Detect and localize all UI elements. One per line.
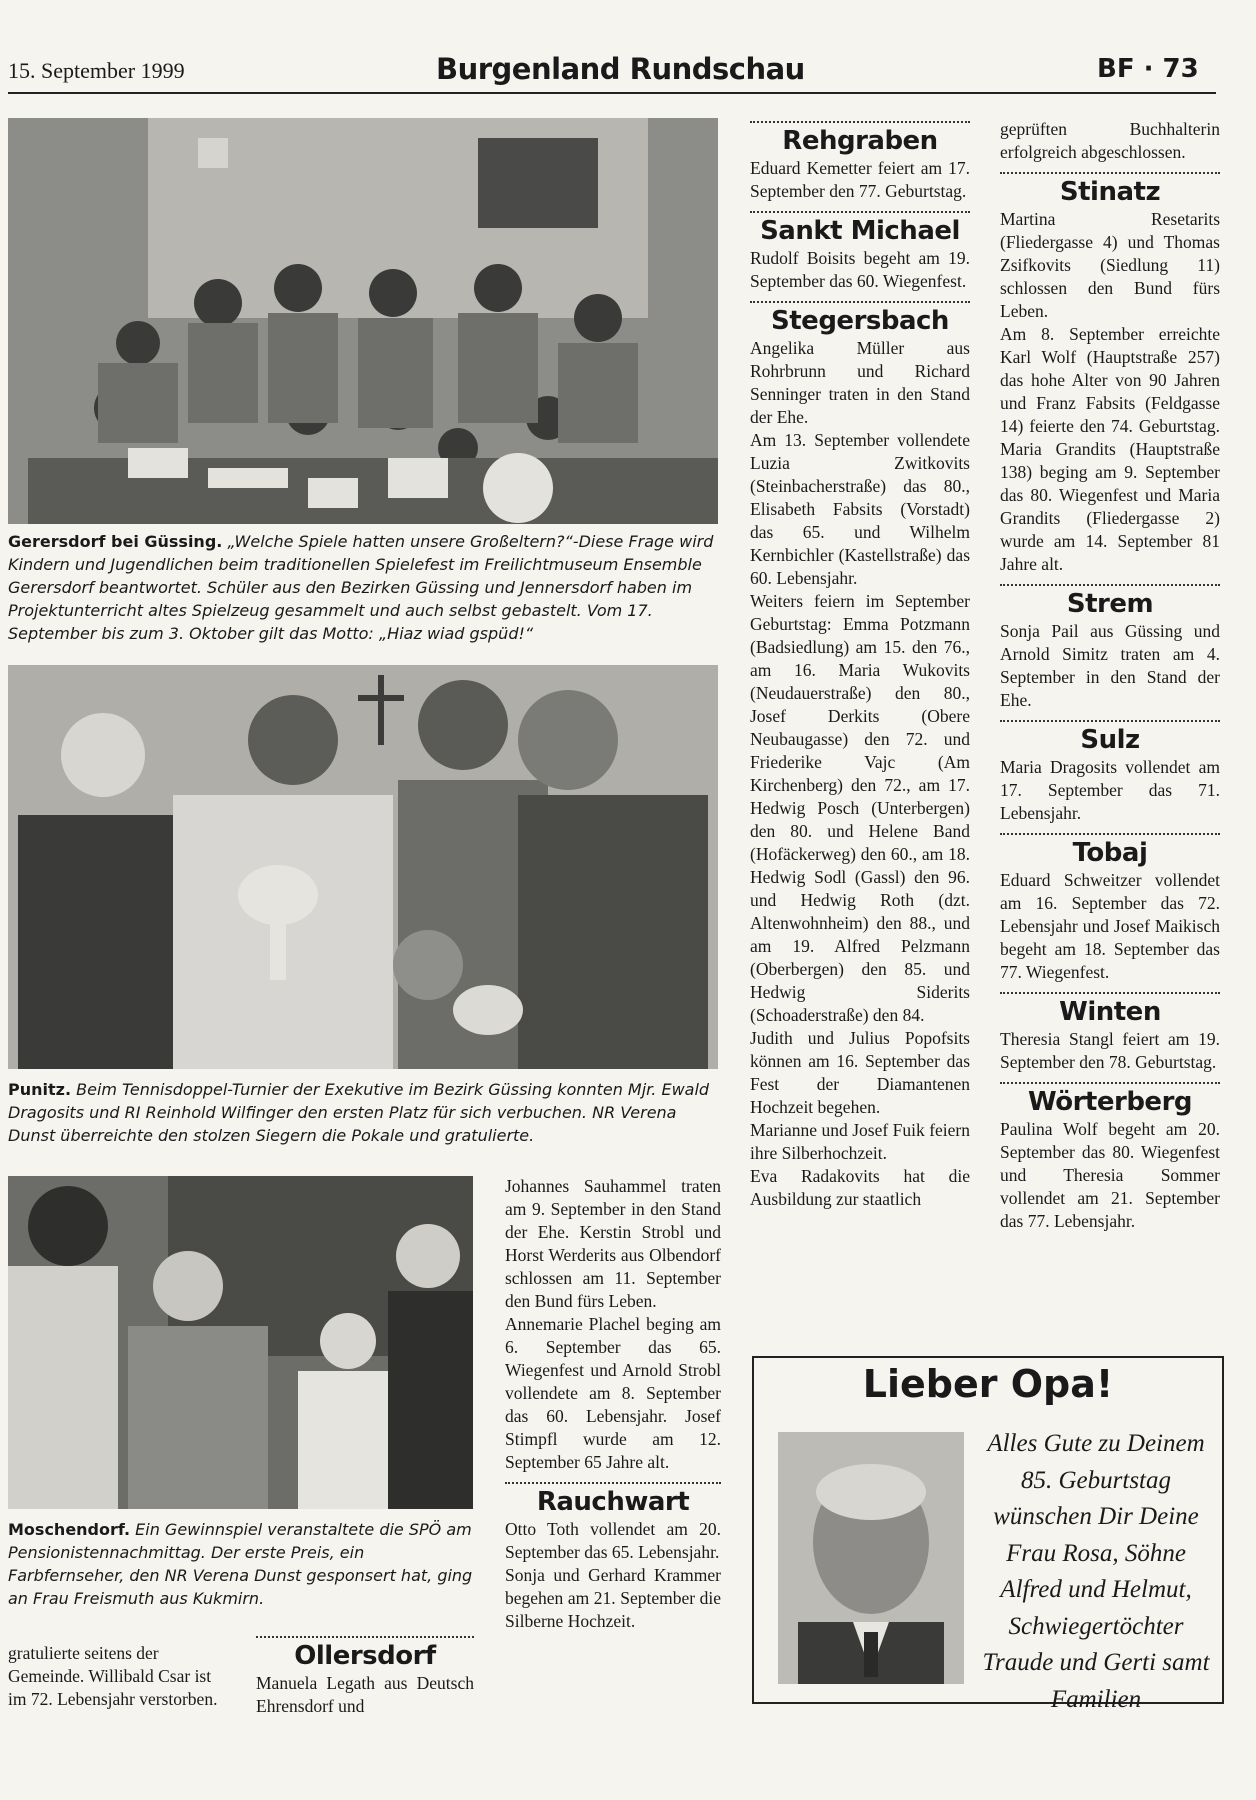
dotted-separator (750, 301, 970, 303)
dotted-separator (750, 121, 970, 123)
photo-children-toys (8, 118, 718, 524)
dotted-separator (1000, 992, 1220, 994)
paragraph: geprüften Buchhalterin erfolgreich abgeschlossen. (1000, 119, 1220, 162)
caption-punitz (8, 1078, 724, 1147)
section-ollersdorf (256, 1636, 474, 1718)
paragraph: Eduard Kemetter feiert am 17. September den 77. Geburtstag. (750, 158, 970, 201)
dotted-separator (505, 1482, 721, 1484)
paragraph: Manuela Legath aus Deutsch Ehrensdorf und (256, 1673, 474, 1716)
ad-message: Alles Gute zu Deinem 85. Geburtstag wünschen Dir Deine Frau Rosa, Söhne Alfred und Helmut, Schwiegertöchter Traude und Gerti samt Familien (982, 1430, 1210, 1713)
caption-place: Gerersdorf bei Güssing. (8, 532, 223, 551)
dotted-separator (1000, 833, 1220, 835)
paragraph: gratulierte seitens der Gemeinde. Willibald Csar ist im 72. Lebensjahr verstorben. (8, 1643, 218, 1709)
photo-tennis-trophy (8, 665, 718, 1069)
ad-title: Lieber Opa! (862, 1362, 1114, 1406)
caption-gerersdorf (8, 530, 724, 645)
heading-rauchwart: Rauchwart (536, 1487, 690, 1517)
heading-rehgraben: Rehgraben (782, 126, 938, 156)
caption-moschendorf (8, 1518, 478, 1610)
paragraph: Judith und Julius Popofsits können am 16. September das Fest der Diamantenen Hochzeit begehen. (750, 1028, 970, 1117)
heading-ollersdorf: Ollersdorf (294, 1641, 436, 1671)
paragraph: Sonja und Gerhard Krammer begehen am 21. September die Silberne Hochzeit. (505, 1565, 721, 1631)
paragraph: Eduard Schweitzer vollendet am 16. September das 72. Lebensjahr und Josef Maikisch begeht am 18. September das 77. Wiegenfest. (1000, 870, 1220, 982)
paragraph: Paulina Wolf begeht am 20. September das 80. Wiegenfest und Theresia Sommer vollendet am 21. September das 77. Lebensjahr. (1000, 1119, 1220, 1231)
dotted-separator (1000, 584, 1220, 586)
paragraph: Eva Radakovits hat die Ausbildung zur staatlich (750, 1166, 970, 1209)
issue-date: 15. September 1999 (8, 58, 185, 83)
greeting-ad (752, 1356, 1224, 1713)
paragraph: Theresia Stangl feiert am 19. September den 78. Geburtstag. (1000, 1029, 1220, 1072)
heading-woerterberg: Wörterberg (1028, 1087, 1192, 1117)
paragraph: Martina Resetarits (Fliedergasse 4) und Thomas Zsifkovits (Siedlung 11) schlossen den Bund fürs Leben. (1000, 209, 1220, 321)
column-three (750, 113, 970, 1211)
caption-place: Moschendorf. (8, 1520, 131, 1539)
paragraph: Sonja Pail aus Güssing und Arnold Simitz traten am 4. September in den Stand der Ehe. (1000, 621, 1220, 710)
caption-body: „Welche Spiele hatten unsere Großeltern?“-Diese Frage wird Kindern und Jugendlichen beim traditionellen Spielefest im Freilichtmuseum Ensemble Gerersdorf beantwortet. Schüler aus den Bezirken Güssing und Jennersdorf haben im Projektunterricht altes Spielzeug gesammelt und auch selbst gebastelt. Vom 17. September bis zum 3. Oktober gilt das Motto: „Hiaz wiad gspüd!“ (8, 532, 714, 643)
text-csar (8, 1642, 228, 1711)
heading-sankt-michael: Sankt Michael (760, 216, 960, 246)
heading-tobaj: Tobaj (1072, 838, 1148, 868)
paragraph: Maria Dragosits vollendet am 17. September das 71. Lebensjahr. (1000, 757, 1220, 823)
caption-body: Beim Tennisdoppel-Turnier der Exekutive im Bezirk Güssing konnten Mjr. Ewald Dragosits und RI Reinhold Wilfinger den ersten Platz für sich verbuchen. NR Verena Dunst überreichte den stolzen Siegern die Pokale und gratulierte. (8, 1080, 710, 1145)
dotted-separator (1000, 1082, 1220, 1084)
heading-stinatz: Stinatz (1059, 177, 1161, 207)
newspaper-title: Burgenland Rundschau (436, 52, 805, 86)
dotted-separator (256, 1636, 474, 1638)
caption-body: Ein Gewinnspiel veranstaltete die SPÖ am Pensionistennachmittag. Der erste Preis, ein Farbfernseher, den NR Verena Dunst gesponsert hat, ging an Frau Freismuth aus Kukmirn. (8, 1520, 473, 1608)
portrait-photo (778, 1432, 964, 1684)
page-number: BF · 73 (1097, 54, 1199, 84)
heading-sulz: Sulz (1080, 725, 1140, 755)
paragraph: Marianne und Josef Fuik feiern ihre Silberhochzeit. (750, 1120, 970, 1163)
dotted-separator (750, 211, 970, 213)
paragraph: Weiters feiern im September Geburtstag: Emma Potzmann (Badsiedlung) am 15. den 76., am 16. Maria Wukovits (Neudauerstraße) den 80., Josef Derkits (Obere Neubaugasse) den 72. und Friederike Vajc (Am Kirchenberg) den 72., am 17. Hedwig Posch (Unterbergen) den 80. und Helene Band (Hofäckerweg) den 60., am 18. Hedwig Sodl (Gassl) den 96. und Hedwig Roth (dzt. Altenwohnheim) den 88., und am 19. Alfred Pelzmann (Oberbergen) den 85. und Hedwig Siderits (Schoaderstraße) den 84. (750, 591, 970, 1025)
paragraph: Am 13. September vollendete Luzia Zwitkovits (Steinbacherstraße) das 80., Elisabeth Fabsits (Vorstadt) das 65. und Wilhelm Kernbichler (Kastellstraße) das 60. Lebensjahr. (750, 430, 970, 588)
paragraph: Angelika Müller aus Rohrbrunn und Richard Senninger traten in den Stand der Ehe. (750, 338, 970, 427)
paragraph: Johannes Sauhammel traten am 9. September in den Stand der Ehe. Kerstin Strobl und Horst Werderits aus Olbendorf schlossen am 11. September den Bund fürs Leben. (505, 1176, 721, 1311)
header-rule (8, 92, 1216, 94)
dotted-separator (1000, 172, 1220, 174)
paragraph: Otto Toth vollendet am 20. September das 65. Lebensjahr. (505, 1519, 721, 1562)
heading-stegersbach: Stegersbach (771, 306, 949, 336)
heading-winten: Winten (1059, 997, 1161, 1027)
dotted-separator (1000, 720, 1220, 722)
paragraph: Annemarie Plachel beging am 6. September das 65. Wiegenfest und Arnold Strobl vollendete am 8. September das 60. Lebensjahr. Josef Stimpfl wurde am 12. September 65 Jahre alt. (505, 1314, 721, 1472)
column-middle (505, 1175, 721, 1633)
heading-strem: Strem (1066, 589, 1154, 619)
photo-moschendorf (8, 1176, 473, 1509)
paragraph: Rudolf Boisits begeht am 19. September das 60. Wiegenfest. (750, 248, 970, 291)
column-four (1000, 118, 1220, 1233)
paragraph: Am 8. September erreichte Karl Wolf (Hauptstraße 257) das hohe Alter von 90 Jahren und Franz Fabsits (Feldgasse 14) feierte den 74. Geburtstag. Maria Grandits (Hauptstraße 138) beging am 9. September das 80. Wiegenfest und Maria Grandits (Fliedergasse 2) wurde am 14. September 81 Jahre alt. (1000, 324, 1220, 574)
caption-place: Punitz. (8, 1080, 72, 1099)
